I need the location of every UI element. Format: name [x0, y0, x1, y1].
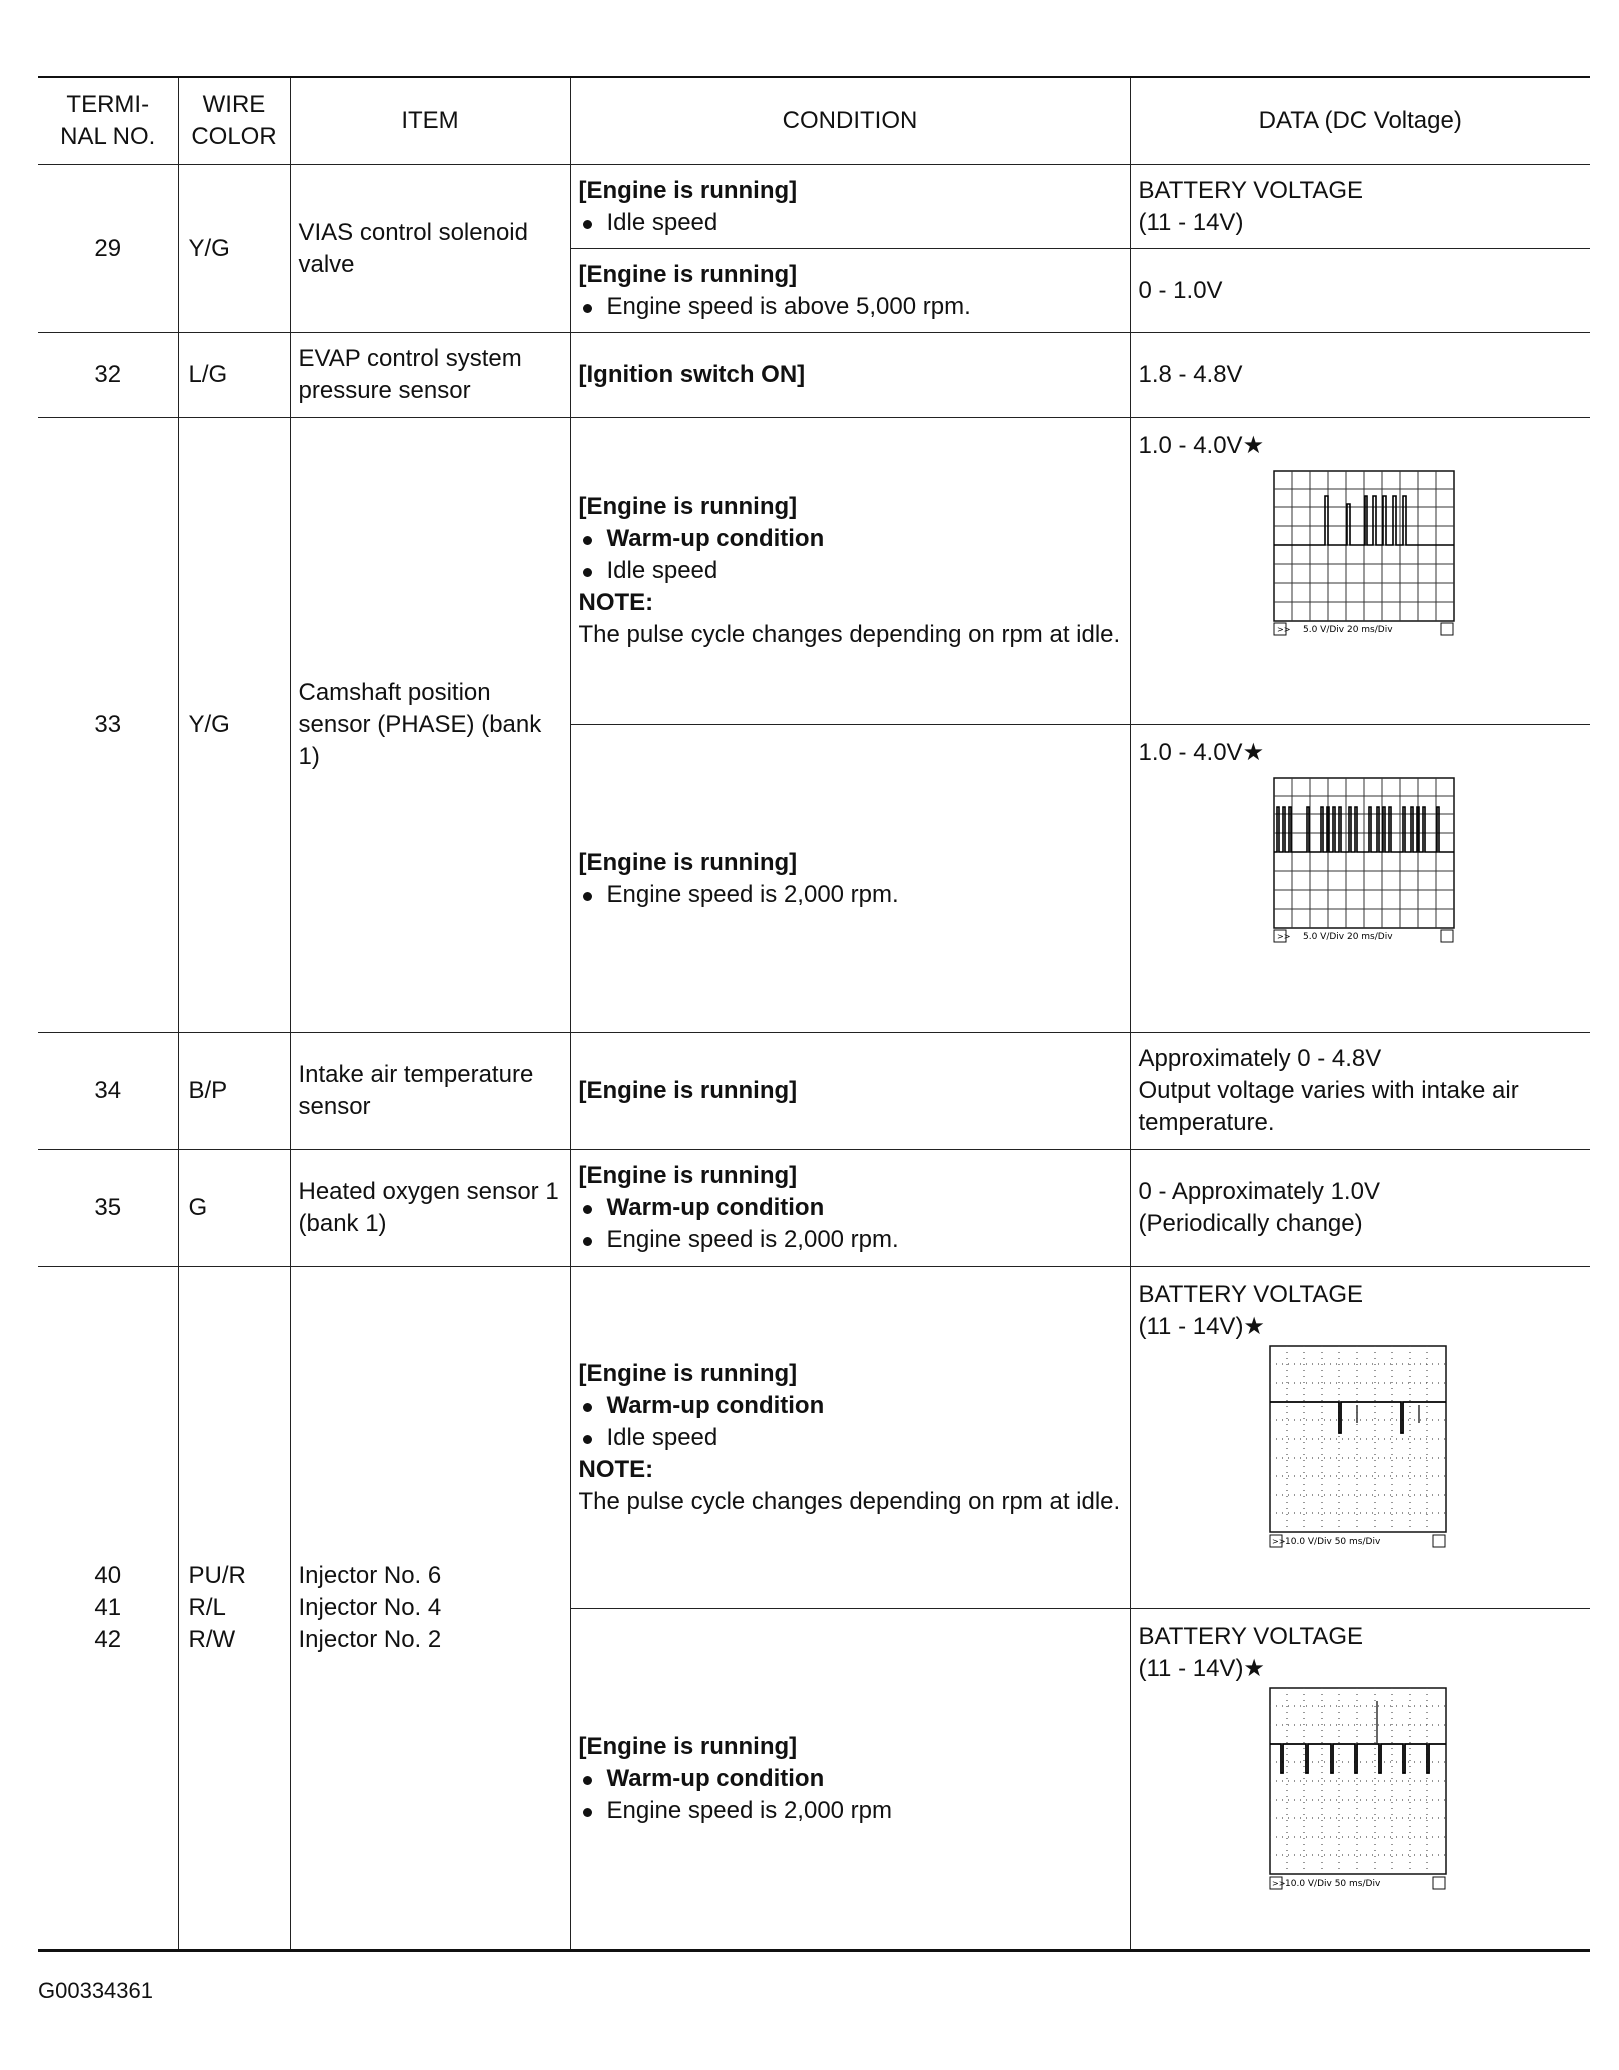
condition-cell	[570, 1609, 1130, 1951]
table-row	[38, 1033, 1590, 1150]
condition-bullet: Engine speed is 2,000 rpm.	[579, 1224, 1122, 1256]
condition-cell	[570, 1033, 1130, 1150]
data-value: BATTERY VOLTAGE	[1138, 1281, 1364, 1308]
data-cell	[1130, 1150, 1590, 1267]
note-text: The pulse cycle changes depending on rpm at idle.	[578, 621, 1121, 648]
condition-bullet: Warm-up condition	[579, 1763, 1122, 1795]
header-row	[38, 77, 1590, 165]
condition-cell	[570, 1267, 1130, 1609]
data-cell	[1130, 418, 1590, 725]
data-cell	[1130, 333, 1590, 418]
wire-color: B/P	[178, 1033, 290, 1150]
data-value: (11 - 14V)★	[1138, 1655, 1265, 1682]
header-wire: WIRE COLOR	[178, 77, 290, 165]
data-value: (11 - 14V)	[1138, 208, 1244, 236]
header-data: DATA (DC Voltage)	[1130, 77, 1590, 165]
condition-bullet: Engine speed is 2,000 rpm.	[579, 879, 1122, 911]
condition-cell	[570, 249, 1130, 333]
data-value: Output voltage varies with intake air temperature.	[1138, 1077, 1519, 1136]
wire-color: L/G	[178, 333, 290, 418]
condition-bullet: Warm-up condition	[579, 523, 1122, 555]
data-cell	[1130, 1267, 1590, 1609]
condition-cell	[570, 165, 1130, 249]
data-cell	[1130, 1033, 1590, 1150]
scope-scale-label: 5.0 V/Div 20 ms/Div	[1302, 625, 1393, 635]
header-condition: CONDITION	[570, 77, 1130, 165]
condition-title: [Engine is running]	[578, 1733, 798, 1760]
wire-color: Y/G	[178, 165, 290, 333]
item-name: Intake air temperature sensor	[290, 1033, 570, 1150]
condition-title: [Engine is running]	[578, 1162, 798, 1189]
header-terminal: TERMI- NAL NO.	[38, 77, 178, 165]
condition-title: [Engine is running]	[578, 493, 798, 520]
data-value: 1.0 - 4.0V★	[1138, 739, 1265, 766]
item-name: Camshaft position sensor (PHASE) (bank 1)	[290, 418, 570, 1033]
oscilloscope-waveform	[1269, 1345, 1447, 1549]
data-cell	[1130, 165, 1590, 249]
condition-bullet: Warm-up condition	[579, 1192, 1122, 1224]
ecm-terminal-table-page	[38, 76, 1590, 1952]
scope-scale-label: 10.0 V/Div 50 ms/Div	[1284, 1879, 1380, 1889]
svg-text:>>: >>	[1271, 1537, 1285, 1546]
terminal-number: 29	[38, 165, 178, 333]
condition-cell	[570, 1150, 1130, 1267]
oscilloscope-waveform	[1273, 470, 1455, 636]
condition-cell	[570, 418, 1130, 725]
condition-title: [Engine is running]	[578, 848, 798, 876]
wire-color: PU/R R/L R/W	[178, 1267, 290, 1951]
svg-text:>>: >>	[1271, 1879, 1285, 1888]
condition-bullet: Warm-up condition	[579, 1390, 1122, 1422]
condition-title: [Engine is running]	[578, 1359, 798, 1387]
data-value: 0 - 1.0V	[1138, 276, 1223, 304]
scope-scale-label: 5.0 V/Div 20 ms/Div	[1302, 932, 1393, 942]
terminal-number: 35	[38, 1150, 178, 1267]
data-cell	[1130, 1609, 1590, 1951]
note-text: The pulse cycle changes depending on rpm at idle.	[578, 1487, 1121, 1515]
data-value: Approximately 0 - 4.8V	[1138, 1045, 1382, 1072]
figure-id: G00334361	[38, 1978, 153, 2003]
note-label: NOTE:	[578, 1455, 654, 1483]
condition-bullet: Engine speed is above 5,000 rpm.	[579, 291, 1122, 323]
terminal-number: 32	[38, 333, 178, 418]
condition-cell	[570, 725, 1130, 1033]
item-name: Injector No. 6 Injector No. 4 Injector No. 2	[290, 1267, 570, 1951]
item-name: VIAS control solenoid valve	[290, 165, 570, 333]
wire-color: G	[178, 1150, 290, 1267]
data-value: 1.8 - 4.8V	[1138, 361, 1243, 388]
terminal-number: 40 41 42	[38, 1267, 178, 1951]
scope-scale-label: 10.0 V/Div 50 ms/Div	[1284, 1537, 1380, 1547]
condition-bullet: Engine speed is 2,000 rpm	[579, 1795, 1122, 1827]
ecm-terminal-table	[38, 76, 1590, 1952]
wire-color: Y/G	[178, 418, 290, 1033]
data-value: BATTERY VOLTAGE	[1138, 1623, 1364, 1650]
oscilloscope-waveform	[1273, 777, 1455, 943]
table-row	[38, 1150, 1590, 1267]
data-value: (Periodically change)	[1138, 1210, 1363, 1237]
table-row	[38, 333, 1590, 418]
condition-bullet: Idle speed	[579, 207, 1122, 239]
condition-title: [Engine is running]	[578, 260, 798, 288]
svg-text:>>: >>	[1276, 625, 1290, 634]
item-name: Heated oxygen sensor 1 (bank 1)	[290, 1150, 570, 1267]
header-item: ITEM	[290, 77, 570, 165]
data-value: (11 - 14V)★	[1138, 1313, 1265, 1340]
table-row	[38, 165, 1590, 249]
condition-cell	[570, 333, 1130, 418]
terminal-number: 33	[38, 418, 178, 1033]
condition-title: [Engine is running]	[578, 1077, 798, 1104]
table-row	[38, 418, 1590, 725]
data-value: 0 - Approximately 1.0V	[1138, 1178, 1380, 1205]
svg-text:>>: >>	[1276, 932, 1290, 941]
data-cell	[1130, 725, 1590, 1033]
item-name: EVAP control system pressure sensor	[290, 333, 570, 418]
data-value: BATTERY VOLTAGE	[1138, 176, 1364, 204]
oscilloscope-waveform	[1269, 1687, 1447, 1891]
condition-title: [Ignition switch ON]	[578, 361, 806, 388]
table-row	[38, 1267, 1590, 1609]
data-cell	[1130, 249, 1590, 333]
terminal-number: 34	[38, 1033, 178, 1150]
condition-bullet: Idle speed	[579, 1422, 1122, 1454]
data-value: 1.0 - 4.0V★	[1138, 432, 1265, 459]
note-label: NOTE:	[578, 589, 654, 616]
condition-bullet: Idle speed	[579, 555, 1122, 587]
condition-title: [Engine is running]	[578, 176, 798, 204]
